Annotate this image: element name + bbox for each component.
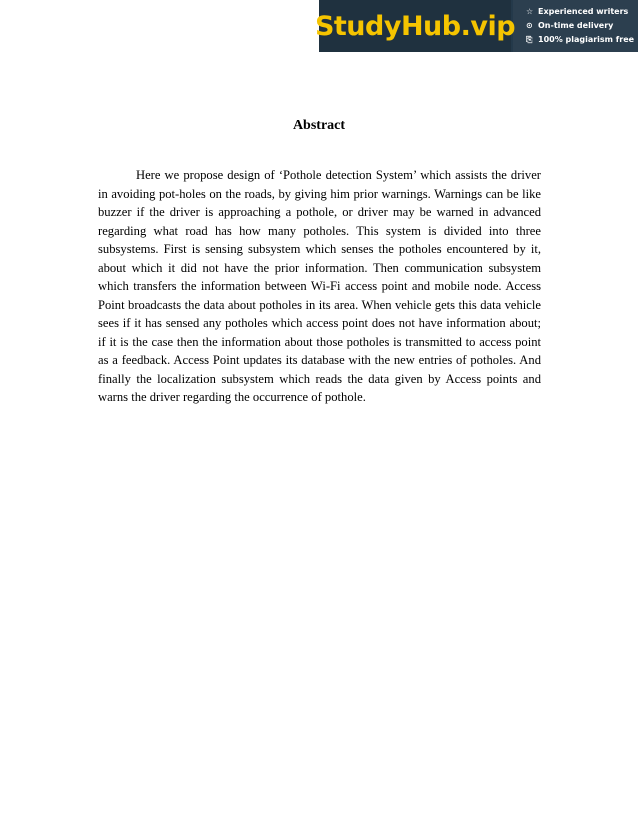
feature-on-time-delivery <box>526 20 638 32</box>
clock-icon: ⊙ <box>526 21 533 30</box>
page-title: Abstract <box>292 118 346 133</box>
feature-label: On-time delivery <box>538 21 614 30</box>
banner-features <box>513 0 638 52</box>
logo-text: StudyHub.vip <box>314 10 516 42</box>
feature-plagiarism-free <box>526 34 638 46</box>
star-icon: ☆ <box>526 7 534 16</box>
studyhub-banner[interactable] <box>314 0 638 52</box>
feature-experienced-writers <box>526 6 638 18</box>
feature-label: Experienced writers <box>538 7 629 16</box>
document-check-icon: ⎘ <box>526 35 533 44</box>
studyhub-logo[interactable] <box>314 0 516 52</box>
abstract-paragraph: Here we propose design of ‘Pothole detection System’ which assists the driver in avoiding pot-holes on the roads, by giving him prior warnings. Warnings can be like buzzer if the driver is approaching a pothole, or driver may be warned in advanced regarding what road has how many potholes. This system is divided into three subsystems. First is sensing subsystem which senses the potholes encountered by it, about which it did not have the prior information. Then communication subsystem which transfers the information between Wi-Fi access point and mobile node. Access Point broadcasts the data about potholes in its area. When vehicle gets this data vehicle sees if it has sensed any potholes which access point does not have information about; if it is the case then the information about those potholes is transmitted to access point as a feedback. Access Point updates its database with the new entries of potholes. And finally the localization subsystem which reads the data given by Access points and warns the driver regarding the occurrence of pothole. <box>98 168 541 404</box>
feature-label: 100% plagiarism free <box>538 35 635 44</box>
